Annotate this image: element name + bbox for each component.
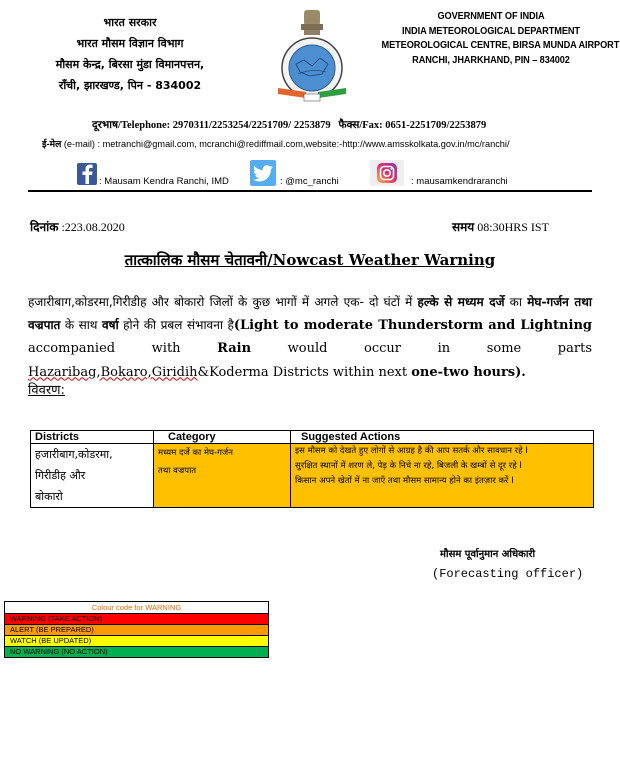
warning-paragraph bbox=[28, 291, 592, 384]
para-bold: हल्के से मध्यम दर्जे bbox=[417, 295, 505, 309]
time bbox=[452, 218, 549, 235]
header-english-line: METEOROLOGICAL CENTRE, BIRSA MUNDA AIRPORT bbox=[381, 40, 620, 51]
header-actions: Suggested Actions bbox=[291, 431, 594, 444]
table-header-row bbox=[31, 431, 594, 444]
date bbox=[30, 218, 125, 235]
para-bold: वर्षा bbox=[101, 317, 119, 332]
action-line: किसान अपने खेतों में ना जाएँ तथा मौसम सामान्य होने का इंतज़ार करें I bbox=[295, 476, 514, 486]
district-line: गिरीडीह और bbox=[35, 469, 86, 482]
legend-alert: ALERT (BE PREPARED) bbox=[5, 625, 268, 636]
details-heading: विवरण: bbox=[28, 383, 65, 398]
legend-no-warning: NO WARNING (NO ACTION) bbox=[5, 647, 268, 657]
legend-title: Colour code for WARNING bbox=[5, 602, 268, 614]
para-en-text: accompanied with bbox=[28, 341, 218, 356]
header-category: Category bbox=[154, 431, 291, 444]
instagram-icon[interactable] bbox=[370, 160, 404, 186]
date-value: :223.08.2020 bbox=[58, 220, 125, 234]
header-hindi-line: मौसम केन्द्र, बिरसा मुंडा विमानपत्तन, bbox=[55, 58, 205, 71]
para-en-text: &Koderma Districts within next bbox=[197, 364, 412, 380]
header-english bbox=[381, 10, 620, 68]
legend-warning: WARNING (TAKE ACTION) bbox=[5, 614, 268, 625]
category-line: मध्यम दर्जे का मेघ-गर्जन bbox=[158, 448, 233, 458]
imd-emblem-icon bbox=[262, 8, 362, 106]
date-label: दिनांक bbox=[30, 220, 59, 234]
para-text: हजारीबाग,कोडरमा,गिरीडीह और बोकारो जिलों के कुछ भागों में अगले एक- दो घंटों में bbox=[28, 295, 418, 309]
signature-hindi: मौसम पूर्वानुमान अधिकारी bbox=[440, 549, 536, 560]
para-en-text: would occur in some parts bbox=[251, 341, 592, 356]
action-line: इस मौसम को देखते हुए लोगों से आग्रह है की आप सतर्क और सावधान रहे I bbox=[295, 446, 528, 456]
para-en-bold: one-two hours bbox=[411, 364, 516, 380]
facebook-handle[interactable]: : Mausam Kendra Ranchi, IMD bbox=[99, 176, 229, 187]
signature-english: (Forecasting officer) bbox=[432, 567, 584, 581]
header-hindi-line: भारत सरकार bbox=[103, 16, 157, 29]
instagram-handle[interactable]: : mausamkendraranchi bbox=[411, 176, 508, 187]
social-row bbox=[77, 160, 597, 188]
colour-code-legend bbox=[4, 601, 269, 658]
fax-label: फैक्स/Fax: bbox=[338, 120, 386, 131]
para-en-bold: (Light to moderate Thunderstorm and Lightning bbox=[233, 317, 592, 333]
header-hindi-line: भारत मौसम विज्ञान विभाग bbox=[76, 37, 184, 50]
district-line: बोकारो bbox=[35, 490, 63, 503]
email-line bbox=[42, 137, 510, 150]
table-row bbox=[31, 444, 594, 508]
districts-cell bbox=[31, 444, 154, 508]
legend-watch: WATCH (BE UPDATED) bbox=[5, 636, 268, 647]
time-value: 08:30HRS IST bbox=[474, 220, 549, 234]
fax-number: 0651-2251709/2253879 bbox=[385, 120, 487, 131]
header-divider bbox=[28, 190, 592, 192]
twitter-handle[interactable]: : @mc_ranchi bbox=[280, 176, 339, 187]
para-en-text: ). bbox=[515, 364, 526, 380]
header-hindi-line: राँची, झारखण्ड, पिन - 834002 bbox=[58, 79, 202, 92]
category-cell bbox=[154, 444, 291, 508]
facebook-icon[interactable] bbox=[77, 163, 97, 185]
header-english-line: INDIA METEOROLOGICAL DEPARTMENT bbox=[402, 25, 580, 37]
action-line: सुरक्षित स्थानों में शरण ले, पेड़ के निचे ना रहे, बिजली के खम्बों से दूर रहे I bbox=[295, 461, 522, 471]
telephone-numbers: 2970311/2253254/2251709/ 2253879 bbox=[172, 120, 331, 131]
para-districts: Hazaribag,Bokaro,Giridih bbox=[28, 364, 198, 380]
actions-cell bbox=[291, 444, 594, 508]
title-text: तात्कालिक मौसम चेतावनी/Nowcast Weather Warning bbox=[124, 251, 496, 269]
para-text: होने की प्रबल संभावना है bbox=[118, 317, 234, 332]
header-english-line: RANCHI, JHARKHAND, PIN – 834002 bbox=[412, 54, 570, 66]
category-line: तथा वज्रपात bbox=[158, 466, 197, 476]
email-label: ई-मेल bbox=[42, 139, 62, 149]
twitter-icon[interactable] bbox=[250, 160, 276, 186]
header-english-line: GOVERNMENT OF INDIA bbox=[437, 11, 545, 22]
warning-table bbox=[30, 430, 594, 508]
header-districts: Districts bbox=[31, 431, 154, 444]
telephone-line bbox=[92, 118, 486, 132]
page-title bbox=[0, 250, 620, 270]
para-text: का bbox=[504, 295, 528, 309]
telephone-label: दूरभाष/Telephone: bbox=[92, 120, 173, 131]
para-en-bold: Rain bbox=[217, 341, 252, 356]
para-text: के साथ bbox=[60, 317, 102, 332]
email-text[interactable]: (e-mail) : metranchi@gmail.com, mcranchi@rediffmail.com,website:-http://www.amsskolkata.gov.in/mc/ranchi/ bbox=[61, 139, 510, 149]
district-line: हजारीबाग,कोडरमा, bbox=[35, 448, 113, 461]
time-label: समय bbox=[452, 220, 475, 234]
para-bold: मेघ-गर्जन तथा वज्रपात bbox=[28, 295, 592, 332]
header-hindi bbox=[10, 12, 250, 96]
